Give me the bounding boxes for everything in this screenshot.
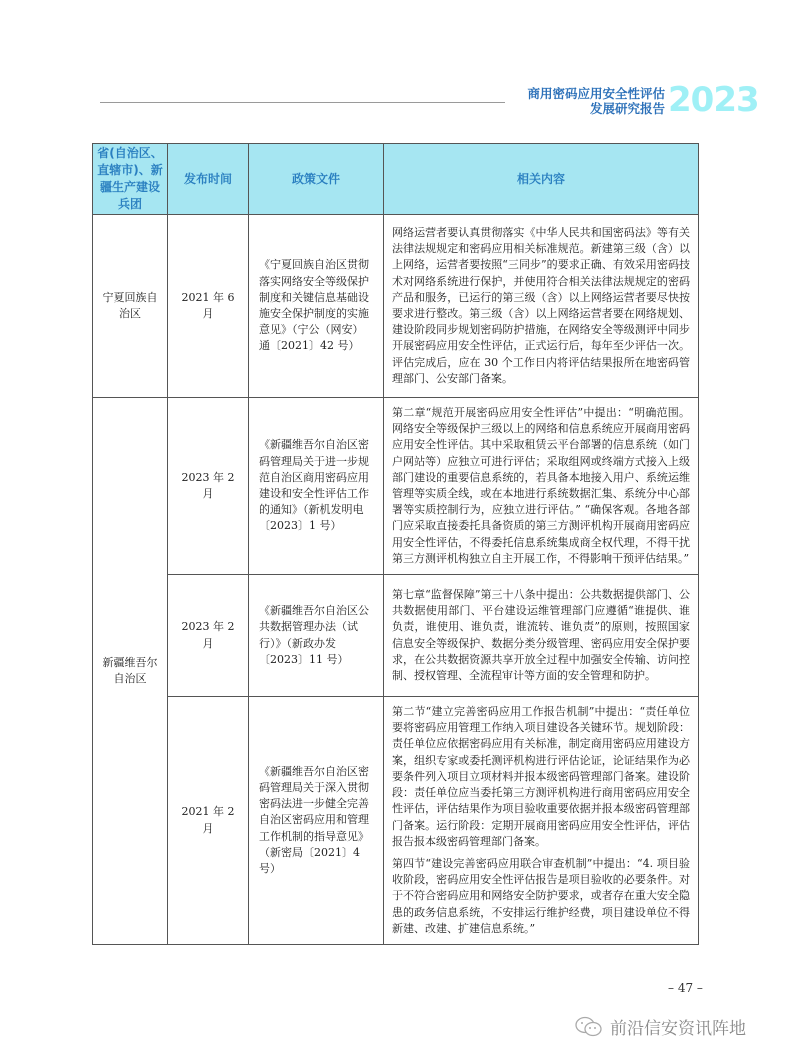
column-header-content: 相关内容	[384, 144, 699, 215]
report-year: 2023	[668, 80, 759, 120]
date-cell: 2021 年 6 月	[168, 215, 249, 398]
content-cell	[384, 215, 699, 398]
content-cell	[384, 398, 699, 575]
report-title-line2: 发展研究报告	[589, 101, 665, 116]
date-cell: 2023 年 2 月	[168, 575, 249, 697]
report-title-line1: 商用密码应用安全性评估	[527, 86, 665, 101]
table-header-row	[93, 144, 699, 215]
date-cell: 2023 年 2 月	[168, 398, 249, 575]
table-row	[93, 575, 699, 697]
report-title	[505, 86, 665, 116]
policy-cell: 《宁夏回族自治区贯彻落实网络安全等级保护制度和关键信息基础设施安全保护制度的实施意见》（宁公（网安）通〔2021〕42 号）	[249, 215, 384, 398]
region-cell: 宁夏回族自治区	[93, 215, 168, 398]
content-cell	[384, 697, 699, 945]
policy-cell: 《新疆维吾尔自治区密码管理局关于进一步规范自治区商用密码应用建设和安全性评估工作的通知》（新机发明电〔2023〕1 号）	[249, 398, 384, 575]
region-cell: 新疆维吾尔自治区	[93, 398, 168, 945]
content-paragraph: 网络运营者要认真贯彻落实《中华人民共和国密码法》等有关法律法规规定和密码应用相关标准规范。新建第三级（含）以上网络，运营者要按照“三同步”的要求正确、有效采用密码技术对网络系统进行保护，并使用符合相关法律法规规定的密码产品和服务，已运行的第三级（含）以上网络运营者要尽快按要求进行整改。第三级（含）以上网络运营者要在网络规划、建设阶段同步规划密码防护措施，在网络安全等级测评中同步开展密码应用安全性评估，正式运行后，每年至少评估一次。评估完成后，应在 30 个工作日内将评估结果报所在地密码管理部门、公安部门备案。	[392, 225, 690, 385]
content-paragraph: 第二节“建立完善密码应用工作报告机制”中提出：“责任单位要将密码应用管理工作纳入项目建设各关键环节。规划阶段：责任单位应依据密码应用有关标准，制定商用密码应用建设方案，组织专家或委托测评机构进行评估论证，论证结果作为必要条件列入项目立项材料并报本级密码管理部门备案。建设阶段：责任单位应当委托第三方测评机构进行商用密码应用安全性评估，评估结果作为项目验收重要依据并报本级密码管理部门备案。运行阶段：定期开展商用密码应用安全性评估，评估报告报本级密码管理部门备案。	[392, 705, 690, 848]
wechat-icon	[574, 1015, 604, 1039]
table-row	[93, 697, 699, 945]
page-number: – 47 –	[668, 981, 703, 995]
header-rule	[100, 102, 505, 103]
column-header-policy: 政策文件	[249, 144, 384, 215]
date-cell: 2021 年 2 月	[168, 697, 249, 945]
watermark	[574, 1014, 746, 1039]
column-header-date: 发布时间	[168, 144, 249, 215]
content-paragraph: 第二章“规范开展密码应用安全性评估”中提出：“明确范围。网络安全等级保护三级以上的网络和信息系统应开展商用密码应用安全性评估。其中采取租赁云平台部署的信息系统（如门户网站等）应独立可进行评估；采取组网或终端方式接入上级部门建设的重要信息系统的，若具备本地接入用户、系统运维管理等实质全线，或在本地进行系统数据汇集、系统分中心部署等实质控制行为，应独立进行评估。” “确保客观。各地各部门应采取直接委托具备资质的第三方测评机构开展商用密码应用安全性评估，不得委托信息系统集成商全权代理，不得干扰第三方测评机构独立自主开展工作，不得影响干预评估结果。”	[392, 405, 690, 565]
table-row	[93, 398, 699, 575]
content-cell	[384, 575, 699, 697]
policy-cell: 《新疆维吾尔自治区公共数据管理办法（试行）》（新政办发〔2023〕11 号）	[249, 575, 384, 697]
watermark-text: 前沿信安资讯阵地	[610, 1019, 746, 1039]
policy-table	[92, 143, 699, 945]
column-header-region: 省(自治区、直辖市)、新疆生产建设兵团	[93, 144, 168, 215]
content-paragraph: 第七章“监督保障”第三十八条中提出：公共数据提供部门、公共数据使用部门、平台建设运维管理部门应遵循“谁提供、谁负责，谁使用、谁负责，谁流转、谁负责”的原则，按照国家信息安全等级保护、数据分类分级管理、密码应用安全保护要求，在公共数据资源共享开放全过程中加强安全传输、访问控制、授权管理、全流程审计等方面的安全管理和防护。	[392, 587, 690, 682]
policy-cell: 《新疆维吾尔自治区密码管理局关于深入贯彻密码法进一步健全完善自治区密码应用和管理工作机制的指导意见》（新密局〔2021〕4 号）	[249, 697, 384, 945]
table-row	[93, 215, 699, 398]
content-paragraph: 第四节“建设完善密码应用联合审查机制”中提出：“4. 项目验收阶段，密码应用安全性评估报告是项目验收的必要条件。对于不符合密码应用和网络安全防护要求，或者存在重大安全隐患的政务信息系统，不安排运行维护经费，项目建设单位不得新建、改建、扩建信息系统。”	[392, 856, 690, 935]
